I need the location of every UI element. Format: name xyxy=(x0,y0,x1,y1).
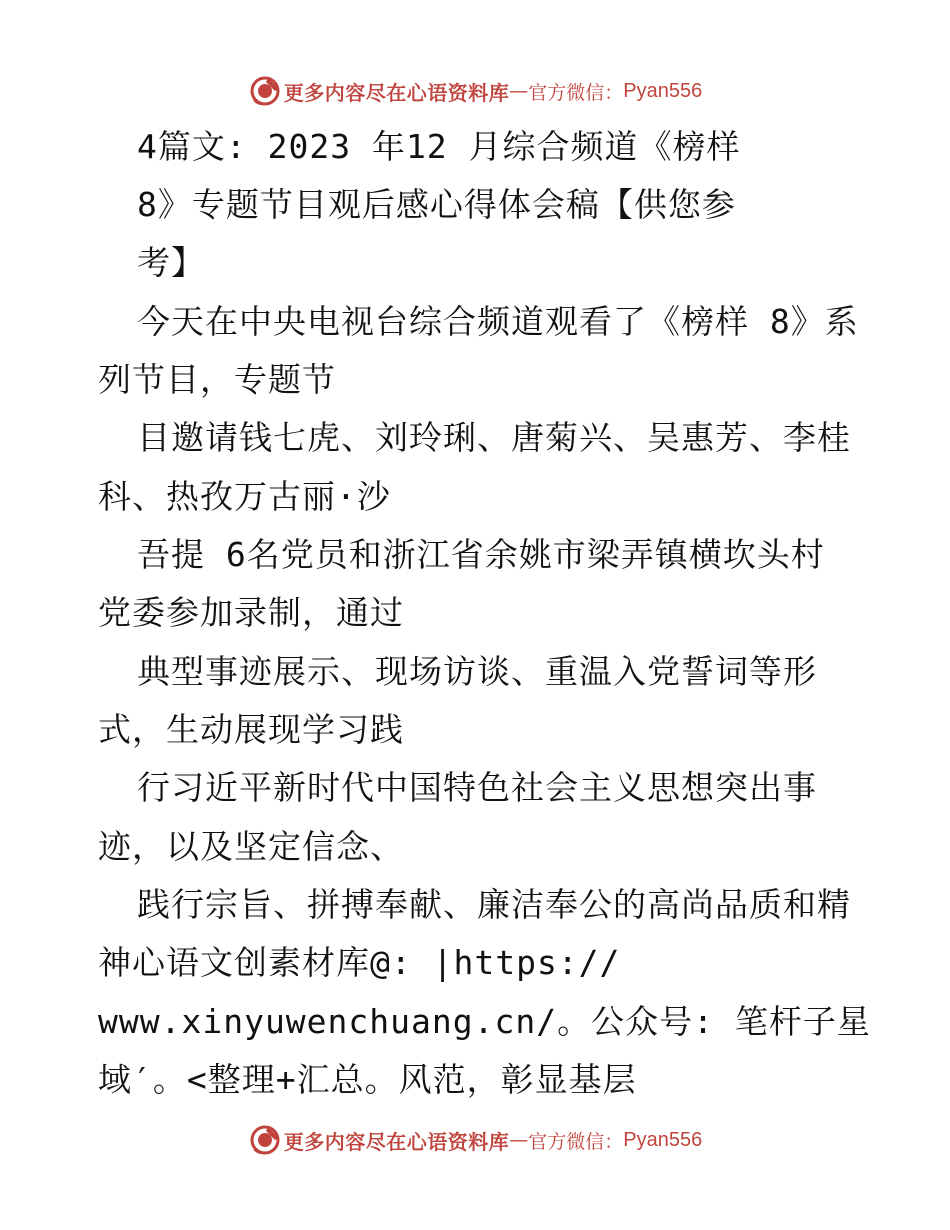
paragraph-line: 式，生动展现学习践 xyxy=(98,710,404,749)
paragraph-line: www.xinyuwenchuang.cn/。公众号: 笔杆子星 xyxy=(98,1002,871,1041)
paragraph-line: 域′。<整理+汇总。风范，彰显基层 xyxy=(98,1060,637,1099)
header-banner-separator: — xyxy=(509,80,529,102)
footer-banner-separator: — xyxy=(509,1129,529,1151)
paragraph-line: 践行宗旨、拼搏奉献、廉洁奉公的高尚品质和精 xyxy=(137,885,851,924)
header-banner xyxy=(0,71,950,111)
footer-wechat-label: 官方微信： xyxy=(528,1130,624,1153)
paragraph-line: 典型事迹展示、现场访谈、重温入党誓词等形 xyxy=(137,652,817,691)
title-line-2: 8》专题节目观后感心得体会稿【供您参 xyxy=(137,185,736,224)
paragraph-line: 目邀请钱七虎、刘玲琍、唐菊兴、吴惠芳、李桂 xyxy=(137,418,851,457)
header-wechat-label: 官方微信： xyxy=(528,81,624,104)
paragraph-line: 列节目，专题节 xyxy=(98,360,336,399)
paragraph-line: 神心语文创素材库@: |https:// xyxy=(98,943,621,982)
paragraph-line: 科、热孜万古丽·沙 xyxy=(98,477,391,516)
paragraph-line: 行习近平新时代中国特色社会主义思想突出事 xyxy=(137,768,817,807)
header-wechat-id: Pyan556 xyxy=(623,79,703,102)
paragraph-line: 党委参加录制，通过 xyxy=(98,593,404,632)
footer-banner-text: 更多内容尽在心语资料库 xyxy=(283,1129,510,1154)
paragraph-line: 迹，以及坚定信念、 xyxy=(98,827,404,866)
title-line-1: 4篇文: 2023 年12 月综合频道《榜样 xyxy=(137,127,741,166)
paragraph-line: 吾提 6名党员和浙江省余姚市梁弄镇横坎头村 xyxy=(137,535,825,574)
red-seal-logo-icon xyxy=(248,1123,282,1157)
header-banner-text: 更多内容尽在心语资料库 xyxy=(283,80,510,105)
title-line-3: 考】 xyxy=(137,243,205,282)
paragraph-line: 今天在中央电视台综合频道观看了《榜样 8》系 xyxy=(137,302,859,341)
footer-banner xyxy=(0,1120,950,1160)
footer-wechat-id: Pyan556 xyxy=(623,1128,703,1151)
red-seal-logo-icon xyxy=(248,74,282,108)
